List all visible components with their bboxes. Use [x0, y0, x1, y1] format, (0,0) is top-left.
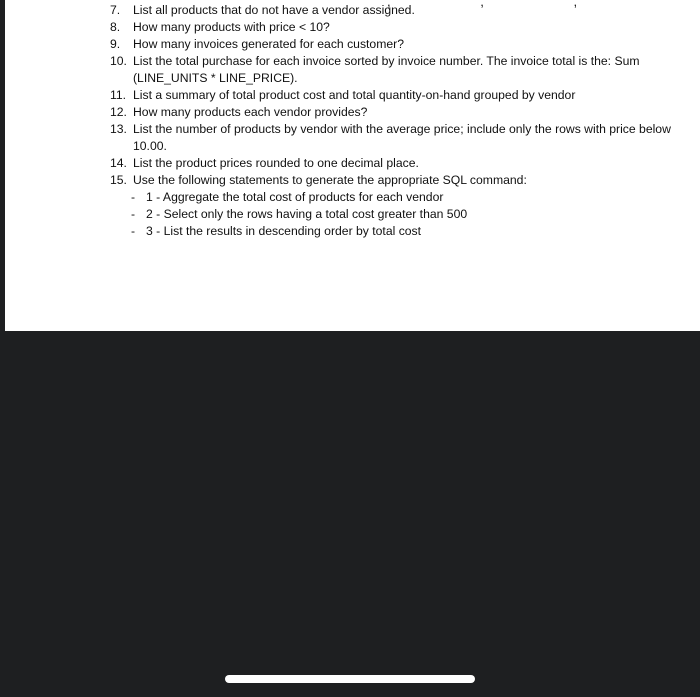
home-indicator-bar[interactable] — [225, 675, 475, 683]
question-text: Use the following statements to generate the appropriate SQL command: — [133, 173, 527, 187]
question-number: 13. — [110, 122, 127, 136]
question-text: List all products that do not have a vendor assigned. — [133, 3, 415, 17]
cropped-previous-line: , , , — [387, 0, 621, 9]
question-text: List the number of products by vendor with the average price; include only the rows with price below 10.00. — [133, 122, 671, 153]
question-text: How many products with price < 10? — [133, 20, 330, 34]
step-item — [131, 206, 690, 223]
question-text: How many invoices generated for each customer? — [133, 37, 404, 51]
step-bullet: - — [131, 207, 136, 221]
question-item — [110, 87, 690, 104]
question-item — [110, 104, 690, 121]
question-number: 7. — [110, 3, 121, 17]
question-number: 11. — [110, 88, 127, 102]
question-text: List a summary of total product cost and total quantity-on-hand grouped by vendor — [133, 88, 576, 102]
question-number: 10. — [110, 54, 127, 68]
question-number: 15. — [110, 173, 127, 187]
step-text: 1 - Aggregate the total cost of products for each vendor — [146, 190, 444, 204]
question-number: 9. — [110, 37, 121, 51]
question-text: List the total purchase for each invoice sorted by invoice number. The invoice total is the: Sum (LINE_UNITS * LINE_PRICE). — [133, 54, 640, 85]
question-number: 14. — [110, 156, 127, 170]
question-list — [110, 2, 690, 240]
step-list — [133, 189, 690, 240]
question-item — [110, 2, 690, 19]
question-number: 12. — [110, 105, 127, 119]
step-item — [131, 189, 690, 206]
step-text: 2 - Select only the rows having a total cost greater than 500 — [146, 207, 468, 221]
step-item — [131, 223, 690, 240]
question-item — [110, 19, 690, 36]
question-item — [110, 53, 690, 87]
step-text: 3 - List the results in descending order by total cost — [146, 224, 422, 238]
step-bullet: - — [131, 224, 136, 238]
question-item — [110, 121, 690, 155]
step-bullet: - — [131, 190, 136, 204]
question-number: 8. — [110, 20, 121, 34]
question-item — [110, 36, 690, 53]
document-page — [5, 0, 700, 331]
question-text: List the product prices rounded to one decimal place. — [133, 156, 419, 170]
question-item — [110, 172, 690, 240]
question-item — [110, 155, 690, 172]
question-text: How many products each vendor provides? — [133, 105, 368, 119]
